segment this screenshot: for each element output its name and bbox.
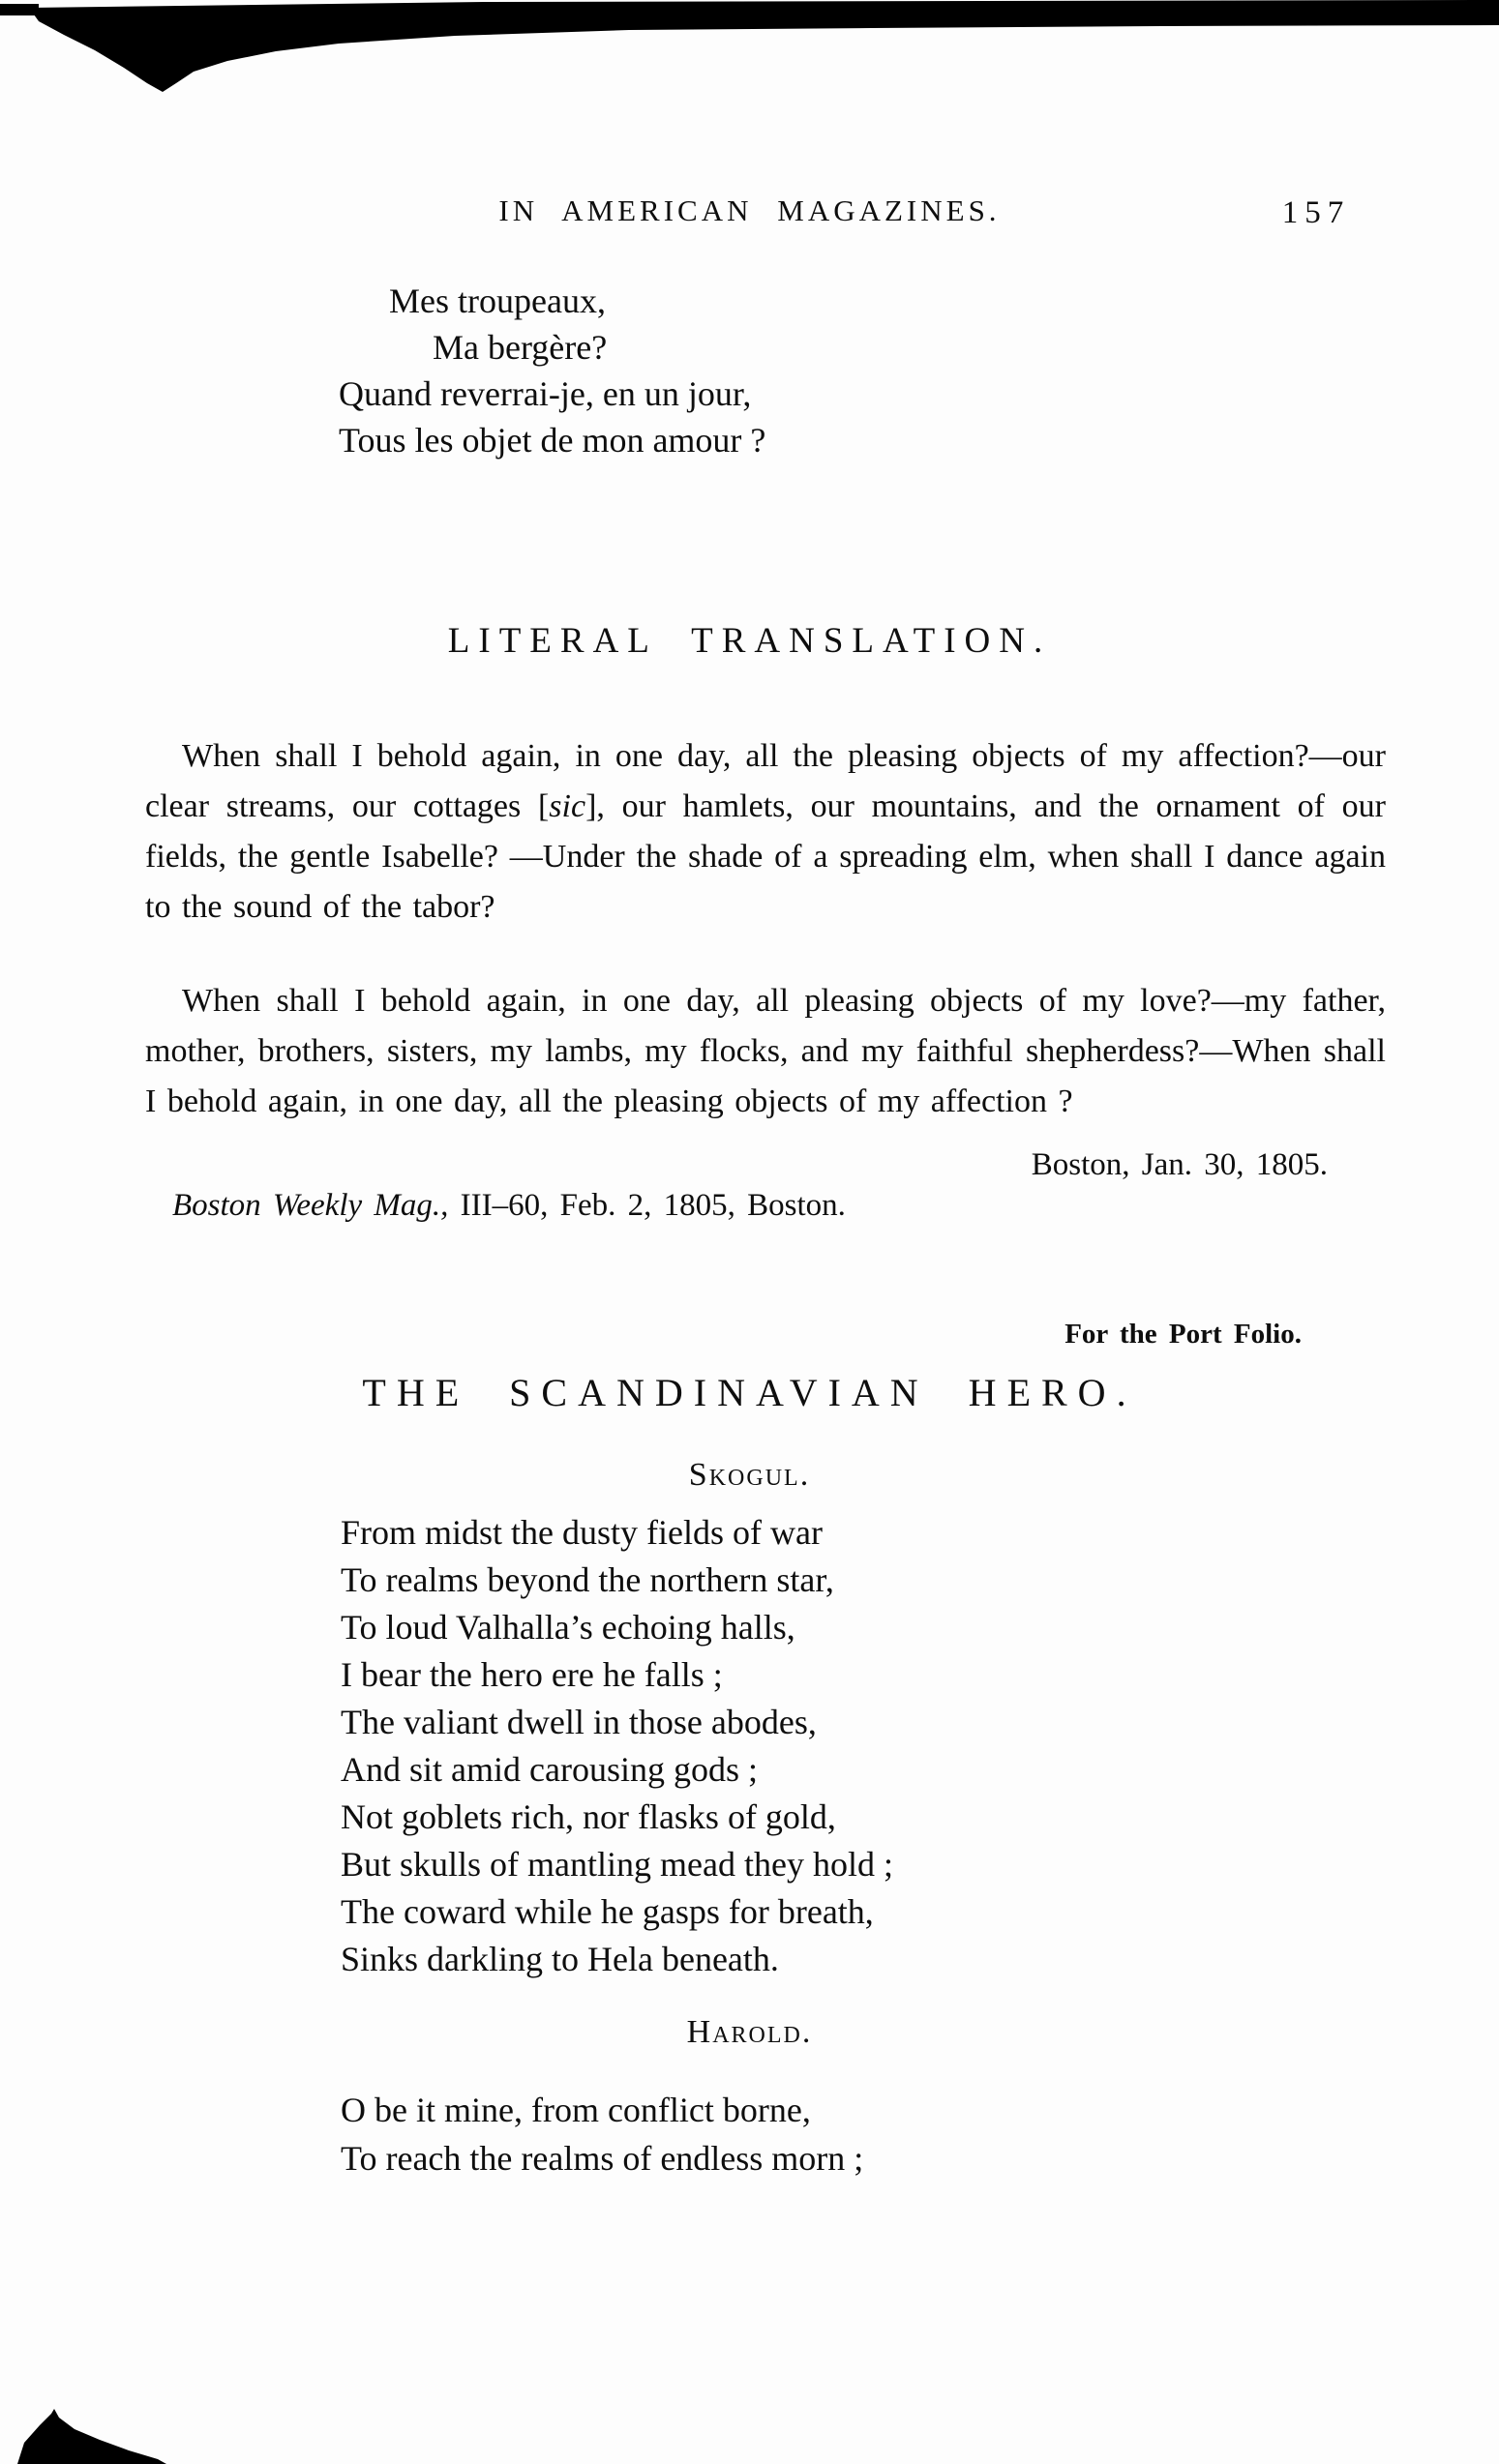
source-citation bbox=[172, 1188, 846, 1224]
scan-artifact-bottom-corner bbox=[15, 2406, 169, 2464]
speaker-label-skogul: Skogul. bbox=[688, 1457, 811, 1493]
poem-line: To loud Valhalla’s echoing halls, bbox=[341, 1608, 795, 1647]
paragraph-text: ], our hamlets, our mountains, and the ornament of our fields, the gentle Isabelle? —Under the shade of a spreading elm, when shall I dance again to the sound of the tabor? bbox=[145, 788, 1386, 925]
french-verse-line: Quand reverrai-je, en un jour, bbox=[339, 374, 752, 413]
poem-line: From midst the dusty fields of war bbox=[341, 1513, 823, 1552]
stanza-harold bbox=[341, 2086, 863, 2182]
translation-paragraph-2: When shall I behold again, in one day, all pleasing objects of my love?—my father, mother, brothers, sisters, my lambs, my flocks, and my faithful shepherdess?—When shall I behold again, in one day, all the pleasing objects of my affection ? bbox=[145, 983, 1386, 1119]
running-header-title: IN AMERICAN MAGAZINES. bbox=[498, 193, 1001, 227]
poem-line: To reach the realms of endless morn ; bbox=[341, 2139, 864, 2178]
poem-line: And sit amid carousing gods ; bbox=[341, 1750, 758, 1789]
poem-line: But skulls of mantling mead they hold ; bbox=[341, 1845, 893, 1884]
page-number: 157 bbox=[1281, 195, 1351, 230]
french-verse-line: Ma bergère? bbox=[433, 328, 608, 367]
dateline: Boston, Jan. 30, 1805. bbox=[1031, 1147, 1328, 1182]
paragraph-text: When shall I behold again, in one day, all the pleasing objects of my affection?—our clear streams, our cottages [ bbox=[145, 738, 1386, 824]
poem-line: I bear the hero ere he falls ; bbox=[341, 1655, 723, 1694]
speaker-label-harold: Harold. bbox=[686, 2014, 813, 2050]
sic-marker: sic bbox=[549, 788, 586, 824]
french-verse-line: Tous les objet de mon amour ? bbox=[339, 421, 766, 460]
citation-detail: III–60, Feb. 2, 1805, Boston. bbox=[448, 1188, 846, 1223]
stanza-skogul bbox=[341, 1509, 893, 1983]
poem-line: To realms beyond the northern star, bbox=[341, 1560, 834, 1599]
poem-line: The coward while he gasps for breath, bbox=[341, 1892, 874, 1931]
literal-translation-heading: LITERAL TRANSLATION. bbox=[447, 621, 1052, 661]
citation-source-title: Boston Weekly Mag., bbox=[172, 1188, 449, 1223]
poem-line: Not goblets rich, nor flasks of gold, bbox=[341, 1797, 836, 1836]
scan-artifact-top-edge bbox=[0, 0, 1499, 106]
poem-line: The valiant dwell in those abodes, bbox=[341, 1703, 817, 1741]
translation-paragraph-1 bbox=[145, 731, 1386, 933]
poem-line: Sinks darkling to Hela beneath. bbox=[341, 1940, 779, 1978]
poem-attribution: For the Port Folio. bbox=[1064, 1319, 1302, 1350]
french-verse-line: Mes troupeaux, bbox=[389, 282, 606, 320]
poem-title: THE SCANDINAVIAN HERO. bbox=[362, 1371, 1137, 1414]
poem-line: O be it mine, from conflict borne, bbox=[341, 2091, 811, 2129]
